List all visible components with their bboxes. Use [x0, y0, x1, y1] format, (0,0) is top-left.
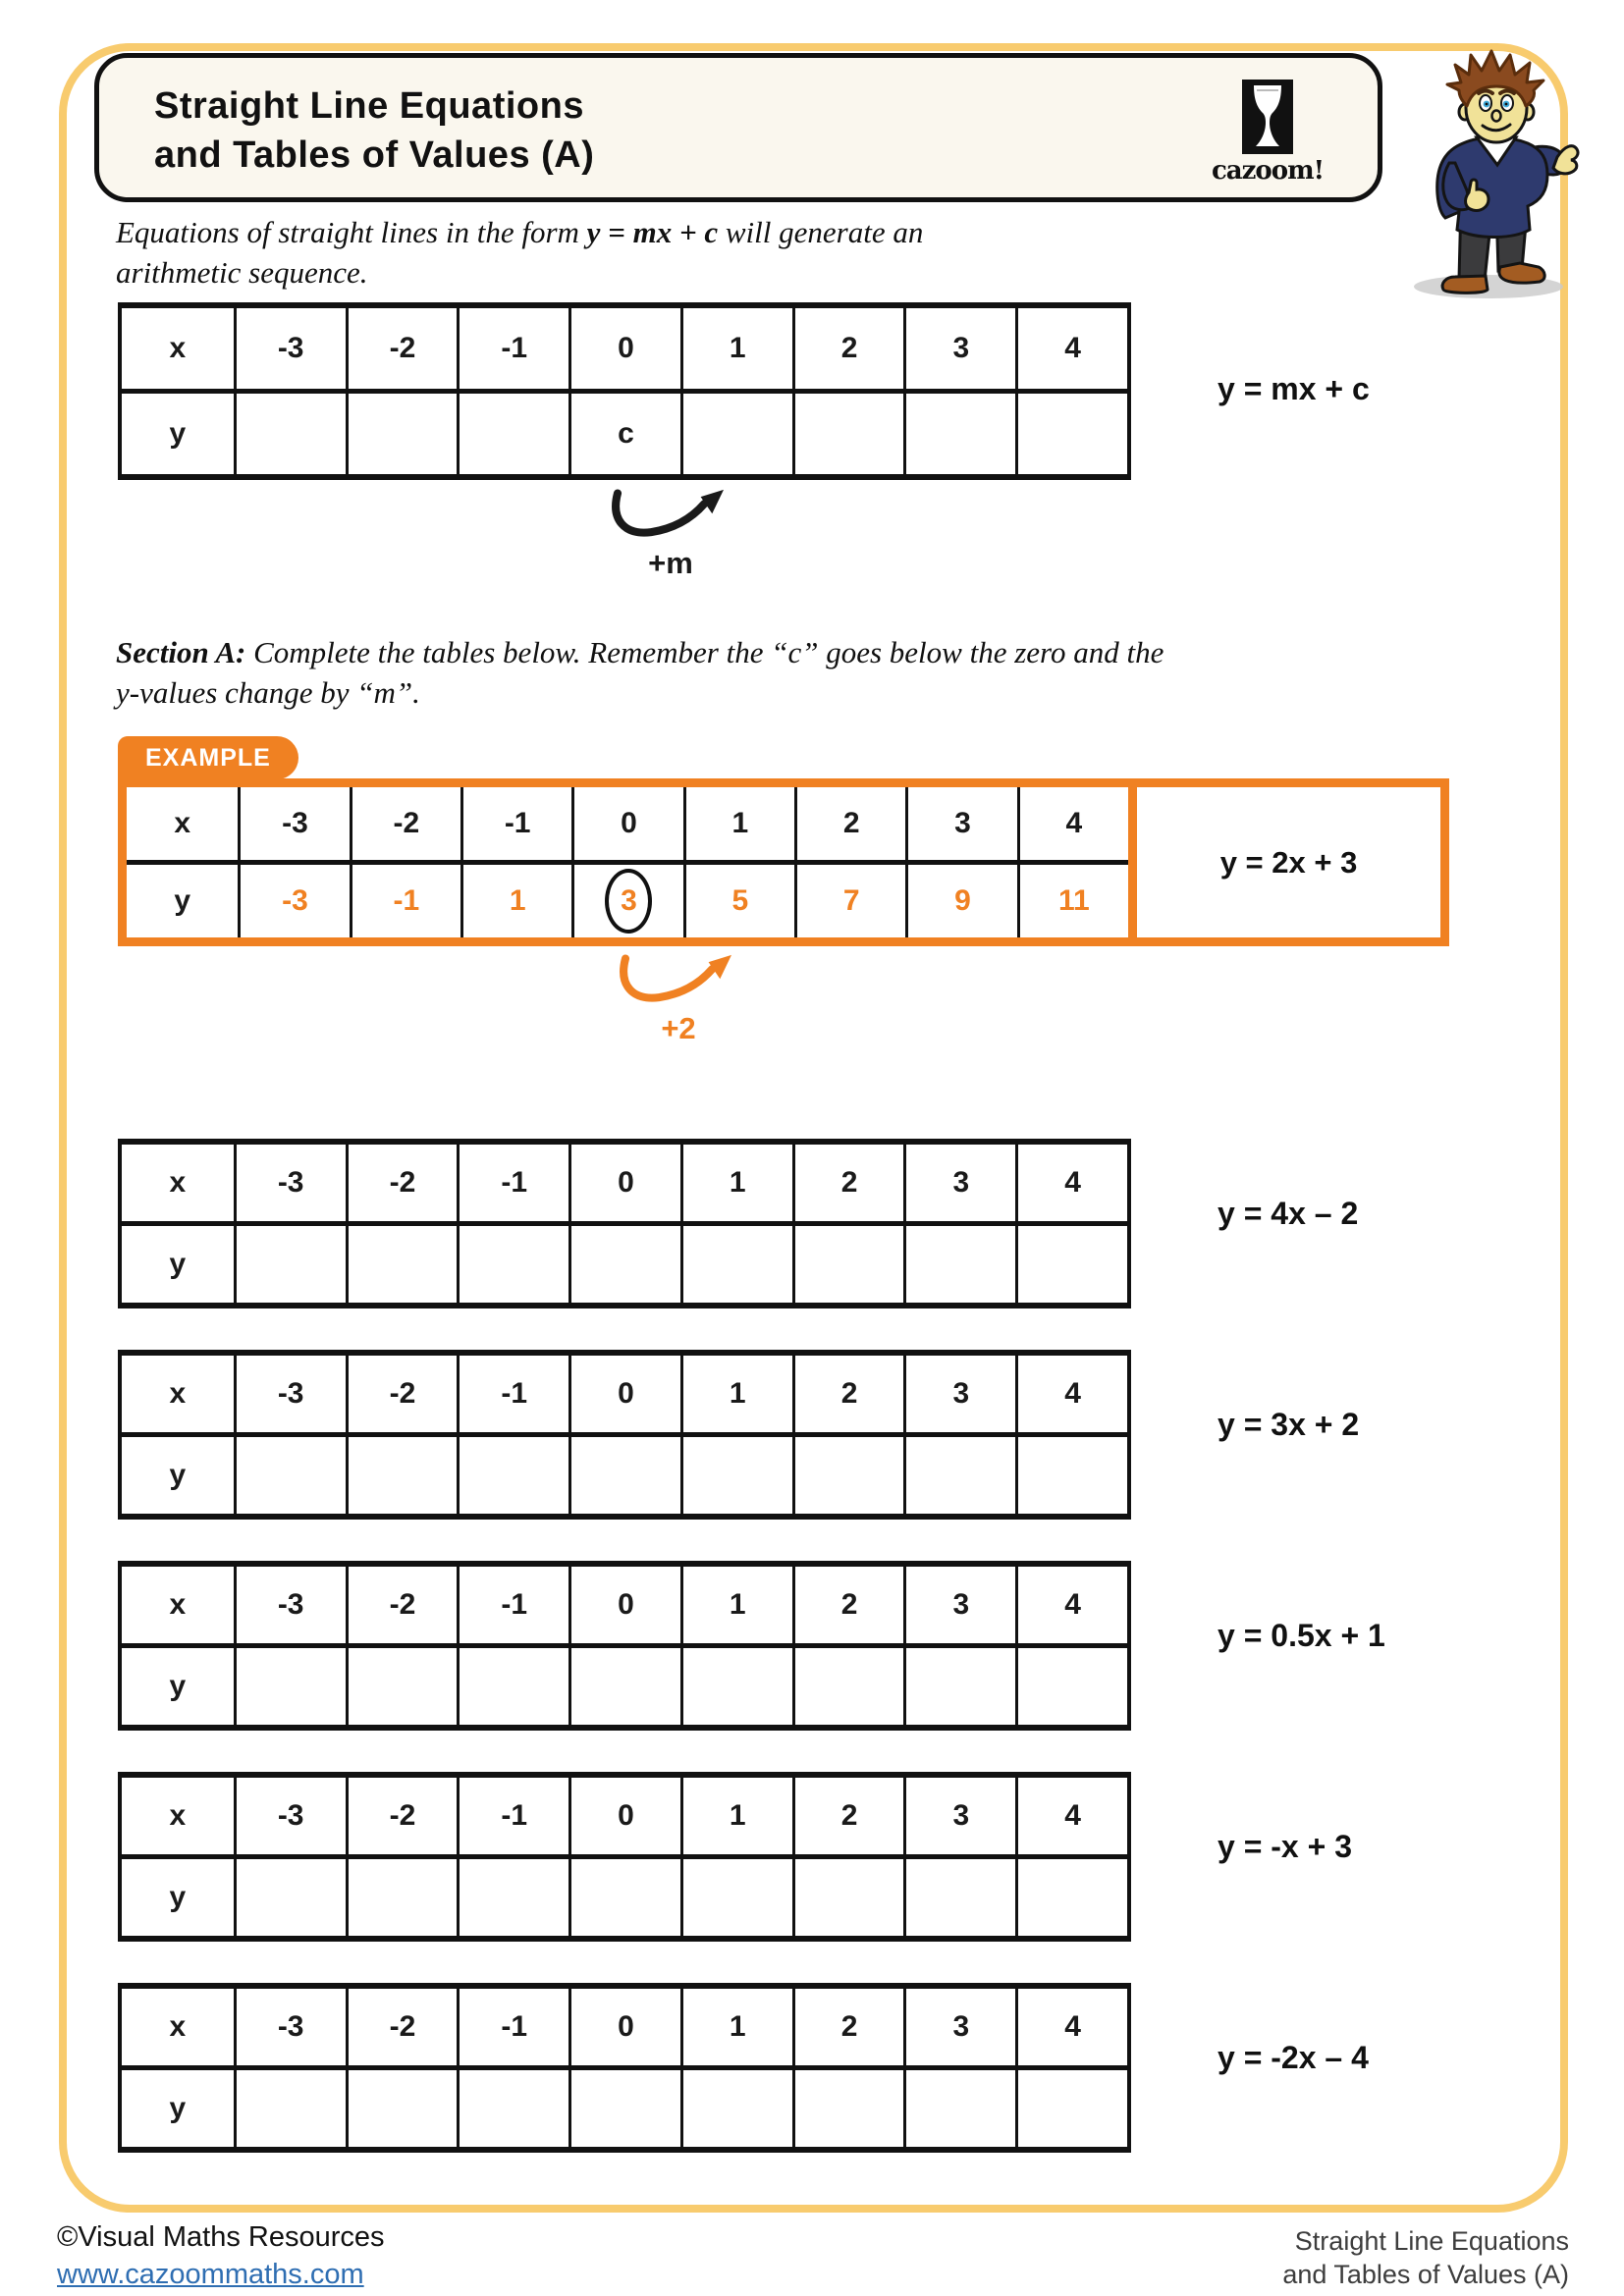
page-title	[154, 81, 594, 180]
y-value-cell	[792, 394, 904, 474]
equation-label-5: y = -2x – 4	[1218, 2040, 1369, 2075]
intro-pre: Equations of straight lines in the form	[116, 215, 587, 249]
y-value-cell	[457, 1648, 568, 1725]
x-value-cell: 0	[568, 308, 680, 389]
section-a-heading: Section A:	[116, 635, 246, 669]
y-value-cell	[457, 394, 568, 474]
x-value-cell: 0	[571, 787, 682, 860]
y-value-cell	[680, 1437, 792, 1514]
y-value-cell	[571, 865, 682, 937]
y-value-cell	[346, 2070, 458, 2147]
x-value-cell: 2	[792, 1145, 904, 1221]
y-value-cell	[903, 1859, 1015, 1936]
row-label-cell: x	[169, 1588, 187, 1621]
x-value-cell: 3	[903, 308, 1015, 389]
equation-label-example	[1128, 787, 1440, 937]
y-value-cell	[234, 2070, 346, 2147]
x-value-cell: 1	[680, 1989, 792, 2065]
x-value-cell: -2	[346, 1356, 458, 1432]
x-value-cell: -3	[234, 1989, 346, 2065]
intro-text	[116, 212, 1196, 293]
row-label-cell: y	[169, 417, 187, 450]
website-link[interactable]: www.cazoommaths.com	[57, 2259, 364, 2290]
x-value-cell: -1	[457, 1567, 568, 1643]
y-value-cell	[346, 1437, 458, 1514]
exercise-table-3	[118, 1561, 1131, 1731]
x-value-cell: -2	[346, 1567, 458, 1643]
x-row	[122, 1567, 1127, 1648]
y-value-cell	[457, 2070, 568, 2147]
example-box	[118, 778, 1449, 946]
plus-m-arrow-icon	[609, 487, 732, 544]
x-value-cell: 2	[792, 1989, 904, 2065]
y-row	[122, 394, 1127, 474]
intro-post: will generate an	[718, 215, 924, 249]
section-a-line1: Complete the tables below. Remember the “c” goes below the zero and the	[245, 635, 1164, 669]
x-value-cell: 0	[568, 1567, 680, 1643]
y-value-cell	[568, 1437, 680, 1514]
y-value-cell: 1	[460, 865, 571, 937]
x-value-cell: 1	[680, 1778, 792, 1854]
row-label-cell: x	[169, 1166, 187, 1199]
y-value-cell	[346, 394, 458, 474]
y-value-cell	[680, 394, 792, 474]
y-value-cell	[903, 394, 1015, 474]
exercise-table-1	[118, 1139, 1131, 1308]
footer-left	[57, 2218, 385, 2293]
brand-name: cazoom!	[1211, 156, 1325, 186]
y-row	[122, 1859, 1127, 1936]
equation-label-3: y = 0.5x + 1	[1218, 1618, 1385, 1653]
row-label-cell: x	[174, 807, 190, 839]
x-value-cell: -1	[457, 1778, 568, 1854]
intro-line2: arithmetic sequence.	[116, 255, 368, 290]
y-value-cell	[457, 1859, 568, 1936]
x-value-cell: -3	[234, 1356, 346, 1432]
y-value-cell: -3	[238, 865, 349, 937]
circled-value: 3	[605, 869, 652, 934]
x-value-cell: 1	[680, 1145, 792, 1221]
y-row	[127, 865, 1128, 937]
exercise-table-2	[118, 1350, 1131, 1520]
x-row	[122, 308, 1127, 394]
x-row	[122, 1989, 1127, 2070]
footer-doc-line2: and Tables of Values (A)	[1282, 2260, 1569, 2289]
x-value-cell: 1	[683, 787, 794, 860]
cazoom-logo	[1209, 80, 1326, 186]
y-value-cell: -1	[350, 865, 460, 937]
y-value-cell	[680, 1859, 792, 1936]
x-value-cell: 4	[1015, 1567, 1127, 1643]
equation-label-2: y = 3x + 2	[1218, 1407, 1360, 1442]
plus-2-arrow-icon	[617, 952, 740, 1009]
exercise-table-4	[118, 1772, 1131, 1942]
y-value-cell	[680, 1226, 792, 1303]
y-value-cell	[792, 1648, 904, 1725]
y-value-cell	[903, 1226, 1015, 1303]
x-value-cell: 4	[1015, 1356, 1127, 1432]
y-value-cell	[792, 2070, 904, 2147]
x-value-cell: -3	[234, 1145, 346, 1221]
section-a-text	[116, 632, 1422, 713]
plus-m-label: +m	[648, 546, 693, 580]
y-value-cell	[680, 1648, 792, 1725]
y-value-cell	[903, 1648, 1015, 1725]
x-value-cell: 3	[903, 1356, 1015, 1432]
x-row	[122, 1778, 1127, 1859]
y-value-cell	[234, 1437, 346, 1514]
y-value-cell	[234, 1648, 346, 1725]
y-value-cell	[234, 394, 346, 474]
x-value-cell: 1	[680, 308, 792, 389]
footer-doc-line1: Straight Line Equations	[1294, 2226, 1569, 2256]
row-label-cell: y	[169, 1670, 187, 1702]
section-a-line2: y-values change by “m”.	[116, 675, 420, 710]
example-equation-text: y = 2x + 3	[1219, 844, 1358, 880]
y-value-cell	[568, 1226, 680, 1303]
y-value-cell: 9	[905, 865, 1016, 937]
page-title-line2: and Tables of Values (A)	[154, 134, 595, 176]
x-value-cell: -1	[457, 1145, 568, 1221]
x-value-cell: -1	[457, 1356, 568, 1432]
x-value-cell: -2	[346, 308, 458, 389]
x-value-cell: -3	[234, 1567, 346, 1643]
y-row	[122, 1226, 1127, 1303]
x-value-cell: 2	[792, 308, 904, 389]
x-value-cell: 2	[792, 1567, 904, 1643]
row-label-cell: x	[169, 332, 187, 364]
x-value-cell: 2	[792, 1778, 904, 1854]
x-value-cell: 4	[1015, 1989, 1127, 2065]
y-row	[122, 2070, 1127, 2147]
row-label-cell: y	[169, 2092, 187, 2124]
row-label-cell: y	[169, 1881, 187, 1913]
example-tag: EXAMPLE	[118, 736, 298, 779]
x-value-cell: 3	[903, 1989, 1015, 2065]
x-value-cell: 4	[1015, 1778, 1127, 1854]
y-value-cell	[680, 2070, 792, 2147]
title-box	[94, 53, 1382, 202]
y-value-cell	[568, 1859, 680, 1936]
exercise-table-5	[118, 1983, 1131, 2153]
y-value-cell	[457, 1437, 568, 1514]
y-value-cell	[346, 1648, 458, 1725]
x-value-cell: -2	[346, 1778, 458, 1854]
x-value-cell: 0	[568, 1356, 680, 1432]
x-value-cell: 4	[1017, 787, 1128, 860]
x-value-cell: -2	[346, 1989, 458, 2065]
x-value-cell: -2	[350, 787, 460, 860]
y-value-cell	[792, 1437, 904, 1514]
row-label-cell: x	[169, 1799, 187, 1832]
x-value-cell: 3	[903, 1778, 1015, 1854]
row-label-cell: y	[169, 1459, 187, 1491]
y-value-cell	[792, 1859, 904, 1936]
y-value-cell	[903, 2070, 1015, 2147]
page-title-line1: Straight Line Equations	[154, 85, 584, 127]
drum-icon	[1242, 80, 1293, 154]
footer-right	[1282, 2224, 1569, 2291]
x-row	[122, 1145, 1127, 1226]
y-value-cell	[1015, 2070, 1127, 2147]
row-label-cell: x	[169, 2010, 187, 2043]
x-value-cell: -3	[238, 787, 349, 860]
copyright-text: ©Visual Maths Resources	[57, 2221, 385, 2253]
equation-label-1: y = 4x – 2	[1218, 1196, 1359, 1231]
x-value-cell: 3	[905, 787, 1016, 860]
x-value-cell: -2	[346, 1145, 458, 1221]
x-value-cell: -3	[234, 308, 346, 389]
y-value-cell	[903, 1437, 1015, 1514]
x-value-cell: 0	[568, 1145, 680, 1221]
x-value-cell: 2	[794, 787, 905, 860]
y-value-cell	[568, 2070, 680, 2147]
x-value-cell: 0	[568, 1778, 680, 1854]
x-value-cell: 2	[792, 1356, 904, 1432]
x-row	[127, 787, 1128, 865]
y-value-cell	[1015, 1859, 1127, 1936]
x-value-cell: 1	[680, 1356, 792, 1432]
y-value-cell	[346, 1226, 458, 1303]
row-label-cell: x	[169, 1377, 187, 1410]
x-value-cell: -3	[234, 1778, 346, 1854]
plus-2-label: +2	[661, 1011, 696, 1045]
x-value-cell: 4	[1015, 1145, 1127, 1221]
y-value-cell	[346, 1859, 458, 1936]
y-value-cell: 7	[794, 865, 905, 937]
y-value-cell	[234, 1859, 346, 1936]
x-value-cell: -1	[460, 787, 571, 860]
x-value-cell: 3	[903, 1145, 1015, 1221]
row-label-cell: y	[169, 1248, 187, 1280]
row-label-cell: y	[174, 884, 190, 917]
y-row	[122, 1648, 1127, 1725]
x-value-cell: 1	[680, 1567, 792, 1643]
mx-c-table	[118, 302, 1131, 480]
y-value-cell	[568, 1648, 680, 1725]
equation-label-mxc: y = mx + c	[1218, 371, 1370, 406]
x-value-cell: -1	[457, 308, 568, 389]
equation-label-4: y = -x + 3	[1218, 1829, 1352, 1864]
x-row	[122, 1356, 1127, 1437]
y-value-cell	[457, 1226, 568, 1303]
y-value-cell: c	[568, 394, 680, 474]
y-value-cell	[1015, 1437, 1127, 1514]
intro-math: y = mx + c	[586, 215, 719, 249]
x-value-cell: -1	[457, 1989, 568, 2065]
y-value-cell: 11	[1017, 865, 1128, 937]
y-value-cell	[234, 1226, 346, 1303]
x-value-cell: 0	[568, 1989, 680, 2065]
x-value-cell: 4	[1015, 308, 1127, 389]
y-value-cell: 5	[683, 865, 794, 937]
y-value-cell	[1015, 394, 1127, 474]
mascot-boy-thumbs-up-icon	[1398, 47, 1595, 302]
y-row	[122, 1437, 1127, 1514]
x-value-cell: 3	[903, 1567, 1015, 1643]
y-value-cell	[1015, 1648, 1127, 1725]
example-table	[127, 787, 1128, 937]
y-value-cell	[1015, 1226, 1127, 1303]
y-value-cell	[792, 1226, 904, 1303]
